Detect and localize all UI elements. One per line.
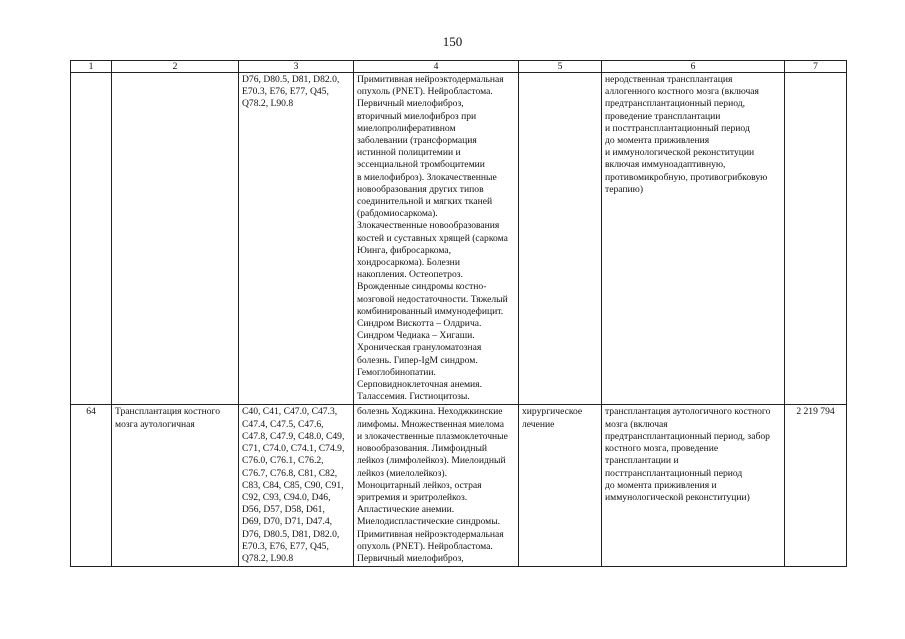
text-line: опухоль (PNET). Нейробластома. [357, 86, 493, 98]
column-header: 6 [602, 61, 785, 73]
text-line: Синдром Чедиака – Хигаши. [357, 330, 475, 342]
treatment-method-cell [602, 405, 785, 567]
table-row [71, 73, 847, 405]
text-line: Первичный миелофиброз, [357, 98, 464, 110]
text-line: C71, C74.0, C74.1, C74.9, [242, 443, 345, 455]
text-line: хирургическое [522, 406, 583, 418]
text-line: костей и суставных хрящей (саркома [357, 232, 508, 244]
care-name-cell [112, 405, 239, 567]
text-line: Первичный миелофиброз, [357, 552, 464, 564]
text-line: Врожденные синдромы костно- [357, 281, 487, 293]
text-line: предтрансплантационный период, [605, 98, 746, 110]
text-line: D69, D70, D71, D47.4, [242, 516, 333, 528]
text-line: новообразования других типов [357, 183, 484, 195]
row-number-cell: 64 [71, 405, 112, 567]
text-line: Примитивная нейроэктодермальная [357, 74, 504, 85]
text-line: предтрансплантационный период, забор [605, 430, 770, 442]
text-line: накопления. Остеопетроз. [357, 269, 463, 281]
text-line: мозга (включая [605, 418, 668, 430]
text-line: E70.3, E76, E77, Q45, [242, 540, 329, 552]
text-line: Q78.2, L90.8 [242, 552, 294, 564]
text-line: опухоль (PNET). Нейробластома. [357, 540, 493, 552]
text-line: миелопролиферативном [357, 122, 456, 134]
medical-care-table [70, 60, 847, 567]
text-line: E70.3, E76, E77, Q45, [242, 86, 329, 98]
text-line: мозговой недостаточности. Тяжелый [357, 293, 508, 305]
text-line: D56, D57, D58, D61, [242, 504, 325, 516]
text-line: трансплантация аутологичного костного [605, 406, 771, 418]
text-line: Моноцитарный лейкоз, острая [357, 479, 482, 491]
text-line: болезнь Ходжкина. Неходжкинские [357, 406, 503, 418]
page-number: 150 [442, 34, 463, 49]
text-line: лейкоз (лимфолейкоз). Миелоидный [357, 455, 506, 467]
treatment-type-cell [519, 405, 602, 567]
text-line: лимфомы. Множественная миелома [357, 418, 505, 430]
text-line: болезнь. Гипер-IgM синдром. [357, 354, 478, 366]
text-line: новообразования. Лимфоидный [357, 443, 488, 455]
text-line: C76.0, C76.1, C76.2, [242, 455, 324, 467]
text-line: терапию) [605, 183, 644, 195]
text-line: Апластические анемии. [357, 504, 455, 516]
text-line: Хроническая грануломатозная [357, 342, 482, 354]
diagnosis-cell [354, 405, 519, 567]
text-line: иммунологической реконституции) [605, 491, 750, 503]
cost-cell [785, 73, 847, 405]
text-line: Q78.2, L90.8 [242, 98, 294, 110]
column-header: 2 [112, 61, 239, 73]
text-line: в миелофиброз). Злокачественные [357, 171, 497, 183]
text-line: мозга аутологичная [115, 418, 195, 430]
column-header: 3 [239, 61, 354, 73]
text-line: до момента приживления [605, 135, 710, 147]
text-line: C92, C93, C94.0, D46, [242, 491, 331, 503]
treatment-type-cell [519, 73, 602, 405]
text-line: комбинированный иммунодефицит. [357, 305, 504, 317]
text-line: (рабдомиосаркома). [357, 208, 438, 220]
column-numbers-row [71, 61, 847, 73]
diagnosis-cell [354, 73, 519, 405]
column-header: 4 [354, 61, 519, 73]
text-line: хондросаркома). Болезни [357, 257, 460, 269]
text-line: Юинга, фибросаркома, [357, 244, 452, 256]
text-line: трансплантации и [605, 455, 679, 467]
table-header [71, 61, 847, 73]
treatment-method-cell [602, 73, 785, 405]
text-line: Гемоглобинопатии. [357, 366, 436, 378]
table-row [71, 405, 847, 567]
text-line: костного мозга, проведение [605, 443, 719, 455]
column-header: 7 [785, 61, 847, 73]
text-line: включая иммуноадаптивную, [605, 159, 726, 171]
text-line: D76, D80.5, D81, D82.0, [242, 74, 340, 85]
text-line: посттрансплантационный период [605, 467, 743, 479]
text-line: до момента приживления и [605, 479, 717, 491]
text-line: D76, D80.5, D81, D82.0, [242, 528, 340, 540]
text-line: неродственная трансплантация [605, 74, 733, 85]
text-line: заболевании (трансформация [357, 135, 477, 147]
text-line: истинной полицитемии и [357, 147, 461, 159]
text-line: противомикробную, противогрибковую [605, 171, 768, 183]
text-line: вторичный миелофиброз при [357, 110, 477, 122]
text-line: и посттрансплантационный период [605, 122, 750, 134]
care-name-cell [112, 73, 239, 405]
text-line: эссенциальной тромбоцитемии [357, 159, 485, 171]
table-body [71, 73, 847, 567]
text-line: C76.7, C76.8, C81, C82, [242, 467, 338, 479]
text-line: C40, C41, C47.0, C47.3, [242, 406, 338, 418]
column-header: 5 [519, 61, 602, 73]
text-line: C83, C84, C85, C90, C91, [242, 479, 344, 491]
icd-codes-cell [239, 405, 354, 567]
text-line: Злокачественные новообразования [357, 220, 500, 232]
cost-cell: 2 219 794 [785, 405, 847, 567]
text-line: аллогенного костного мозга (включая [605, 86, 759, 98]
text-line: лечение [522, 418, 555, 430]
text-line: Талассемия. Гистиоцитозы. [357, 391, 470, 403]
column-header: 1 [71, 61, 112, 73]
text-line: соединительной и мягких тканей [357, 196, 493, 208]
text-line: и иммунологической реконституции [605, 147, 755, 159]
text-line: C47.4, C47.5, C47.6, [242, 418, 324, 430]
row-number-cell [71, 73, 112, 405]
text-line: Серповидноклеточная анемия. [357, 379, 482, 391]
text-line: и злокачественные плазмоклеточные [357, 430, 508, 442]
icd-codes-cell [239, 73, 354, 405]
text-line: лейкоз (миелолейкоз). [357, 467, 447, 479]
text-line: Трансплантация костного [115, 406, 220, 418]
text-line: C47.8, C47.9, C48.0, C49, [242, 430, 345, 442]
text-line: Синдром Вискотта – Олдрича. [357, 318, 482, 330]
text-line: проведение трансплантации [605, 110, 721, 122]
text-line: Примитивная нейроэктодермальная [357, 528, 504, 540]
text-line: Миелодиспластические синдромы. [357, 516, 501, 528]
text-line: эритремия и эритролейкоз. [357, 491, 468, 503]
